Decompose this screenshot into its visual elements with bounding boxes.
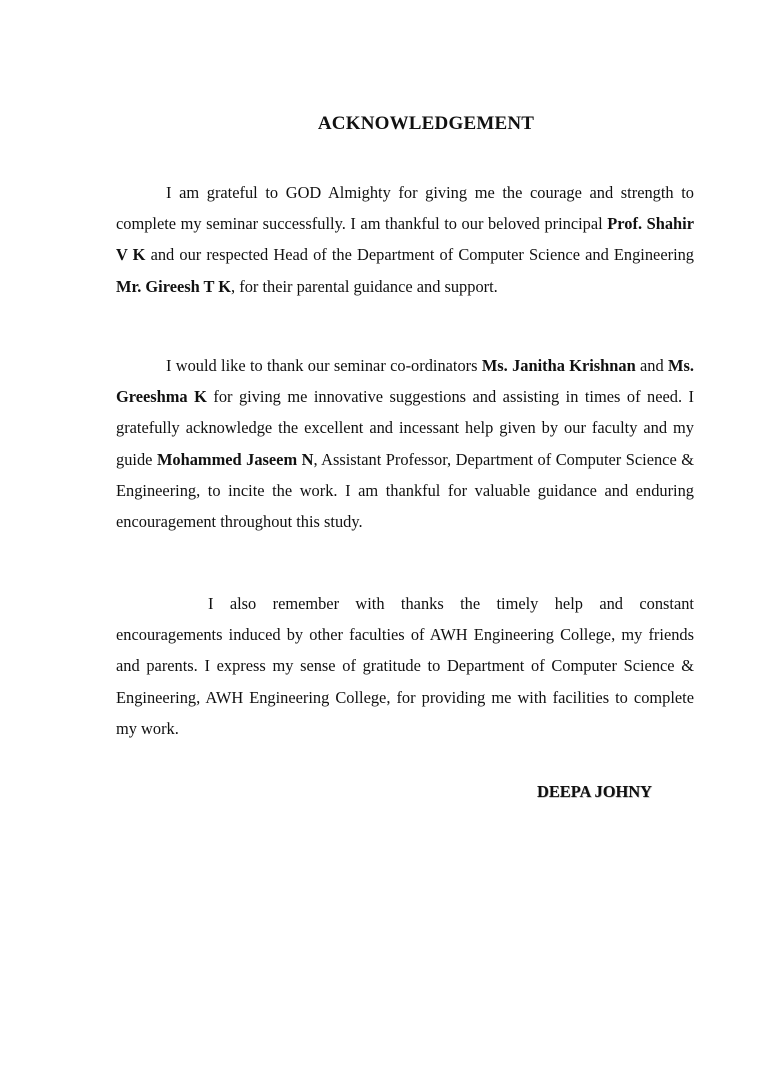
paragraph-2 bbox=[116, 350, 694, 537]
paragraph-text: , for their parental guidance and support. bbox=[231, 276, 498, 296]
paragraph-text: , Assistant Professor, Department of Computer Science & Engineering, to incite the work. I am thankful for valuable guidance and enduring encouragement throughout this study. bbox=[116, 449, 694, 532]
coordinator-name-1: Ms. Janitha Krishnan bbox=[481, 356, 636, 375]
hod-name: Mr. Gireesh T K bbox=[116, 276, 232, 296]
principal-name: Prof. Shahir V K bbox=[116, 214, 694, 265]
paragraph-text: I also remember with thanks the timely help and constant encouragements induced by other faculties of AWH Engineering College, my friends and parents. I express my sense of gratitude to Department of Computer Science & Engineering, AWH Engineering College, for providing me with facilities to complete my work. bbox=[116, 594, 694, 738]
signature: DEEPA JOHNY bbox=[537, 782, 652, 801]
paragraph-1 bbox=[116, 177, 694, 302]
guide-name: Mohammed Jaseem N bbox=[156, 449, 314, 469]
page-title: ACKNOWLEDGEMENT bbox=[317, 113, 535, 134]
paragraph-3 bbox=[116, 588, 694, 744]
paragraph-text: I am grateful to GOD Almighty for giving me the courage and strength to complete my seminar successfully. I am thankful to our beloved principal bbox=[116, 183, 694, 234]
paragraph-text: and our respected Head of the Department of Computer Science and Engineering bbox=[145, 245, 695, 265]
paragraph-text: I would like to thank our seminar co-ordinators bbox=[166, 356, 482, 375]
coordinator-name-2: Ms. Greeshma K bbox=[116, 356, 694, 407]
paragraph-text: and bbox=[635, 356, 669, 375]
paragraph-text: for giving me innovative suggestions and assisting in times of need. I gratefully acknowledge the excellent and incessant help given by our faculty and my guide bbox=[116, 387, 695, 469]
